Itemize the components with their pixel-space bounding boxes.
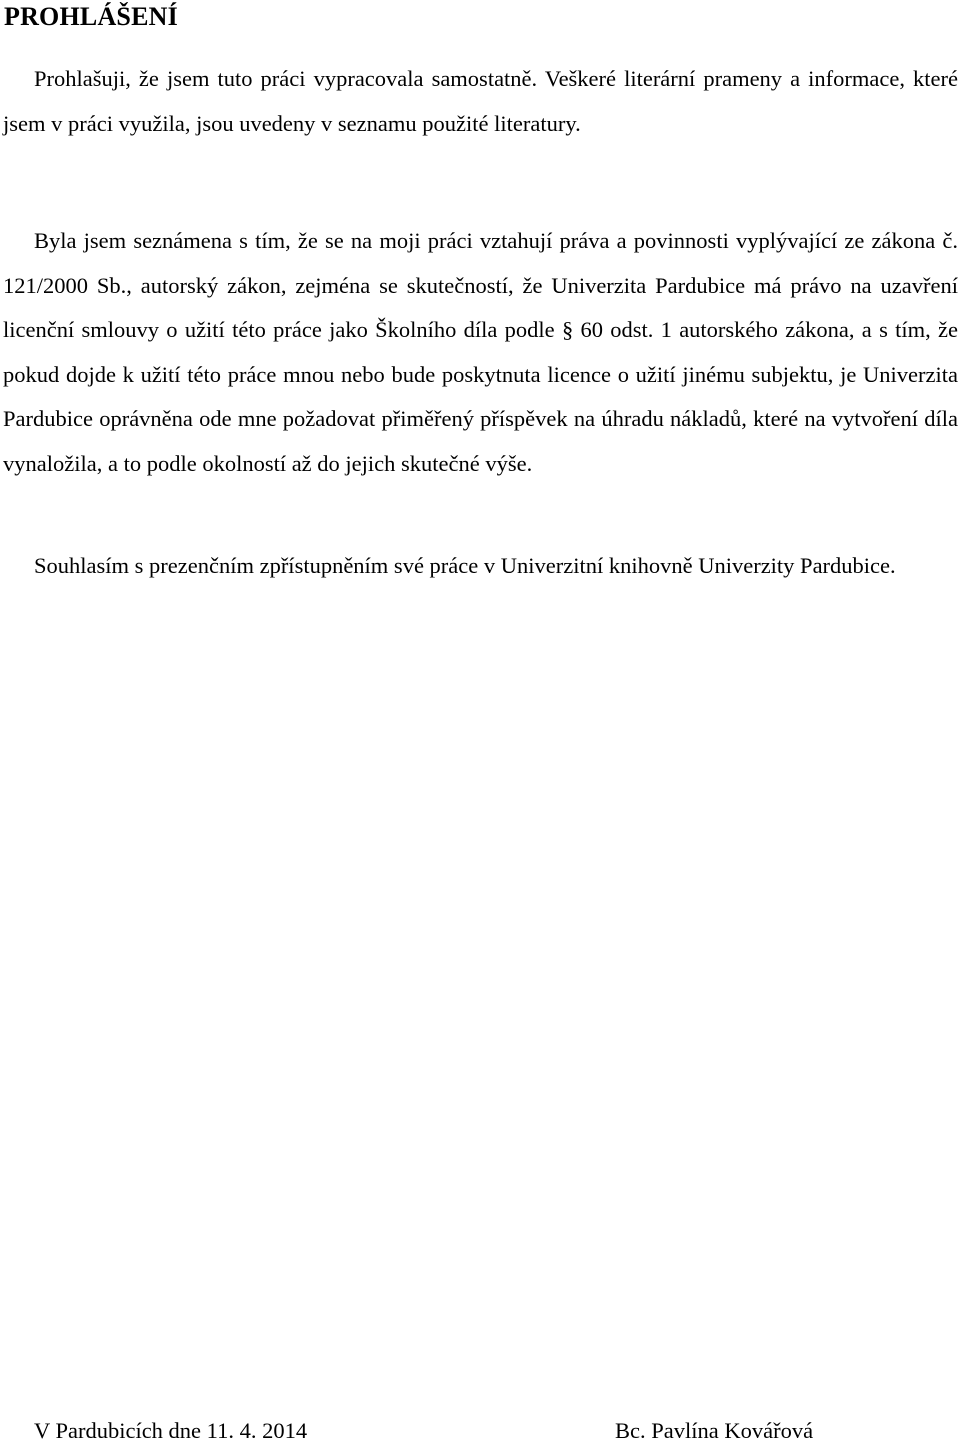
declaration-paragraph-authorship: Prohlašuji, že jsem tuto práci vypracovala samostatně. Veškeré literární prameny a informace, které jsem v práci využila, jsou uvedeny v seznamu použité literatury. — [3, 66, 958, 136]
author-name: Bc. Pavlína Kovářová — [615, 1418, 814, 1443]
declaration-paragraph-copyright: Byla jsem seznámena s tím, že se na moji práci vztahují práva a povinnosti vyplývající ze zákona č. 121/2000 Sb., autorský zákon, zejména se skutečností, že Univerzita Pardubice má právo na uzavření licenční smlouvy o užití této práce jako Školního díla podle § 60 odst. 1 autorského zákona, a s tím, že pokud dojde k užití této práce mnou nebo bude poskytnuta licence o užití jinému subjektu, je Univerzita Pardubice oprávněna ode mne požadovat přiměřený příspěvek na úhradu nákladů, které na vytvoření díla vynaložila, a to podle okolností až do jejich skutečné výše. — [3, 228, 958, 476]
place-and-date: V Pardubicích dne 11. 4. 2014 — [34, 1418, 308, 1443]
page-title: PROHLÁŠENÍ — [4, 2, 178, 31]
declaration-paragraph-library-consent: Souhlasím s prezenčním zpřístupněním své práce v Univerzitní knihovně Univerzity Pardubice. — [34, 553, 896, 578]
